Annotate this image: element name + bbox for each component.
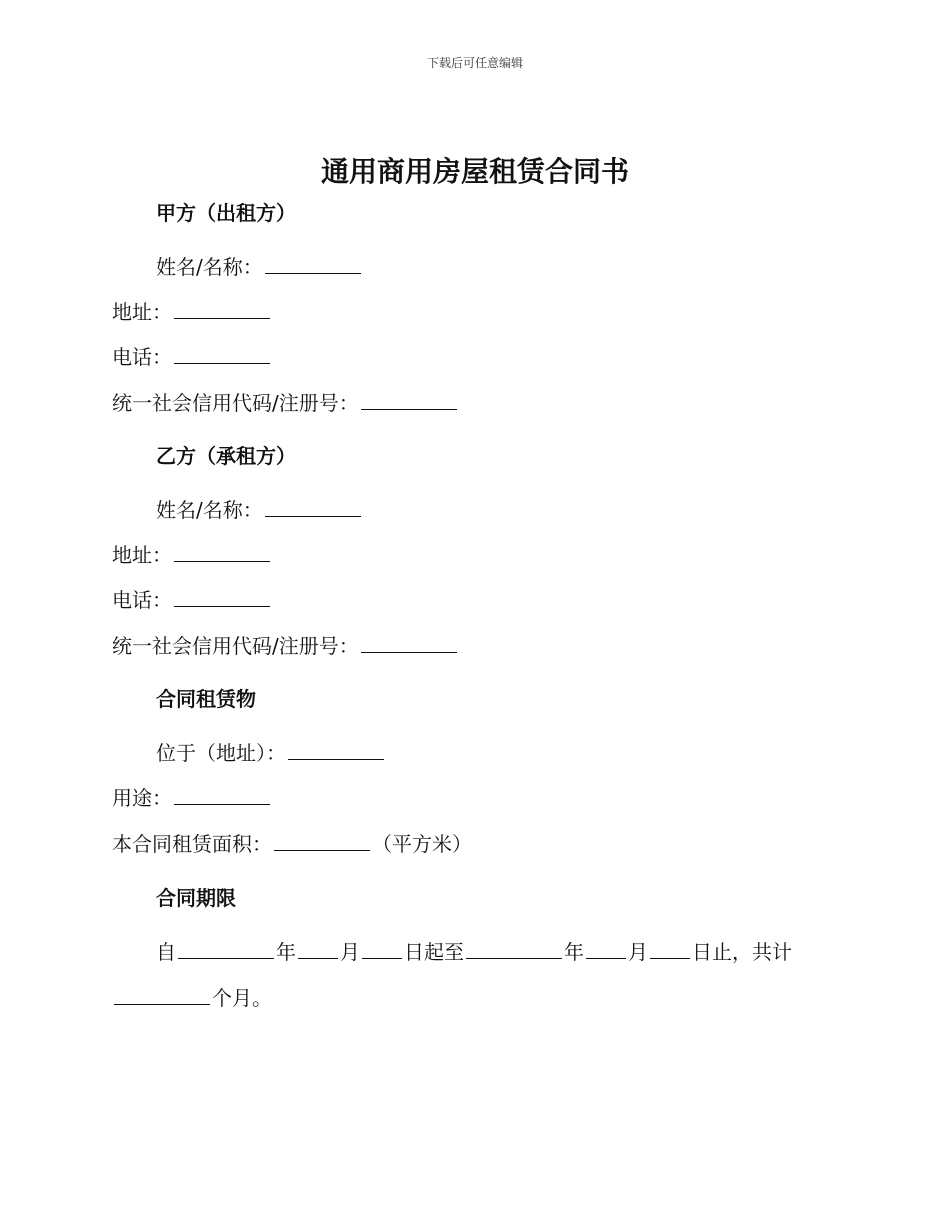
party-a-name-label: 姓名/名称： bbox=[156, 255, 263, 279]
document-title: 通用商用房屋租赁合同书 bbox=[320, 155, 629, 188]
party-b-credit-code-row bbox=[112, 631, 459, 661]
party-b-phone-row bbox=[112, 585, 272, 615]
party-a-address-row bbox=[112, 297, 272, 327]
party-a-address-blank[interactable] bbox=[174, 298, 270, 319]
term-from-text: 自 bbox=[156, 940, 176, 964]
party-a-name-blank[interactable] bbox=[265, 253, 361, 274]
term-year-text: 年 bbox=[276, 940, 296, 964]
term-period-row bbox=[156, 937, 792, 967]
term-day-end-text: 日止，共计 bbox=[692, 940, 792, 964]
term-start-day-blank[interactable] bbox=[362, 938, 402, 959]
term-start-year-blank[interactable] bbox=[178, 938, 274, 959]
term-end-month-blank[interactable] bbox=[586, 938, 626, 959]
party-a-phone-label: 电话： bbox=[112, 345, 172, 369]
party-a-phone-row bbox=[112, 342, 272, 372]
term-months-suffix: 个月。 bbox=[212, 986, 272, 1010]
premises-area-label: 本合同租赁面积： bbox=[112, 832, 272, 856]
header-note: 下载后可任意编辑 bbox=[426, 56, 523, 70]
premises-use-blank[interactable] bbox=[174, 784, 270, 805]
term-month-text: 月 bbox=[340, 940, 360, 964]
term-start-month-blank[interactable] bbox=[298, 938, 338, 959]
party-a-name-row bbox=[156, 252, 363, 282]
premises-use-row bbox=[112, 783, 272, 813]
party-b-phone-blank[interactable] bbox=[174, 586, 270, 607]
party-a-phone-blank[interactable] bbox=[174, 343, 270, 364]
party-b-address-label: 地址： bbox=[112, 543, 172, 567]
premises-area-row bbox=[112, 829, 472, 859]
premises-location-blank[interactable] bbox=[288, 739, 384, 760]
party-a-heading: 甲方（出租方） bbox=[156, 201, 296, 225]
party-b-name-row bbox=[156, 495, 363, 525]
party-b-credit-code-blank[interactable] bbox=[361, 632, 457, 653]
party-a-credit-code-label: 统一社会信用代码/注册号： bbox=[112, 391, 359, 415]
term-month-text-2: 月 bbox=[628, 940, 648, 964]
party-b-phone-label: 电话： bbox=[112, 588, 172, 612]
term-end-day-blank[interactable] bbox=[650, 938, 690, 959]
party-b-address-row bbox=[112, 540, 272, 570]
term-months-blank[interactable] bbox=[114, 984, 210, 1005]
term-end-year-blank[interactable] bbox=[466, 938, 562, 959]
party-a-credit-code-row bbox=[112, 388, 459, 418]
term-months-row bbox=[112, 983, 272, 1013]
party-b-credit-code-label: 统一社会信用代码/注册号： bbox=[112, 634, 359, 658]
premises-area-unit: （平方米） bbox=[372, 832, 472, 856]
premises-use-label: 用途： bbox=[112, 786, 172, 810]
premises-location-row bbox=[156, 738, 386, 768]
premises-heading: 合同租赁物 bbox=[156, 687, 256, 711]
party-a-credit-code-blank[interactable] bbox=[361, 389, 457, 410]
party-b-address-blank[interactable] bbox=[174, 541, 270, 562]
party-b-name-blank[interactable] bbox=[265, 496, 361, 517]
party-b-name-label: 姓名/名称： bbox=[156, 498, 263, 522]
term-heading: 合同期限 bbox=[156, 886, 236, 910]
party-b-heading: 乙方（承租方） bbox=[156, 444, 296, 468]
term-year-text-2: 年 bbox=[564, 940, 584, 964]
term-day-to-text: 日起至 bbox=[404, 940, 464, 964]
party-a-address-label: 地址： bbox=[112, 300, 172, 324]
premises-area-blank[interactable] bbox=[274, 830, 370, 851]
premises-location-label: 位于（地址）： bbox=[156, 741, 286, 765]
